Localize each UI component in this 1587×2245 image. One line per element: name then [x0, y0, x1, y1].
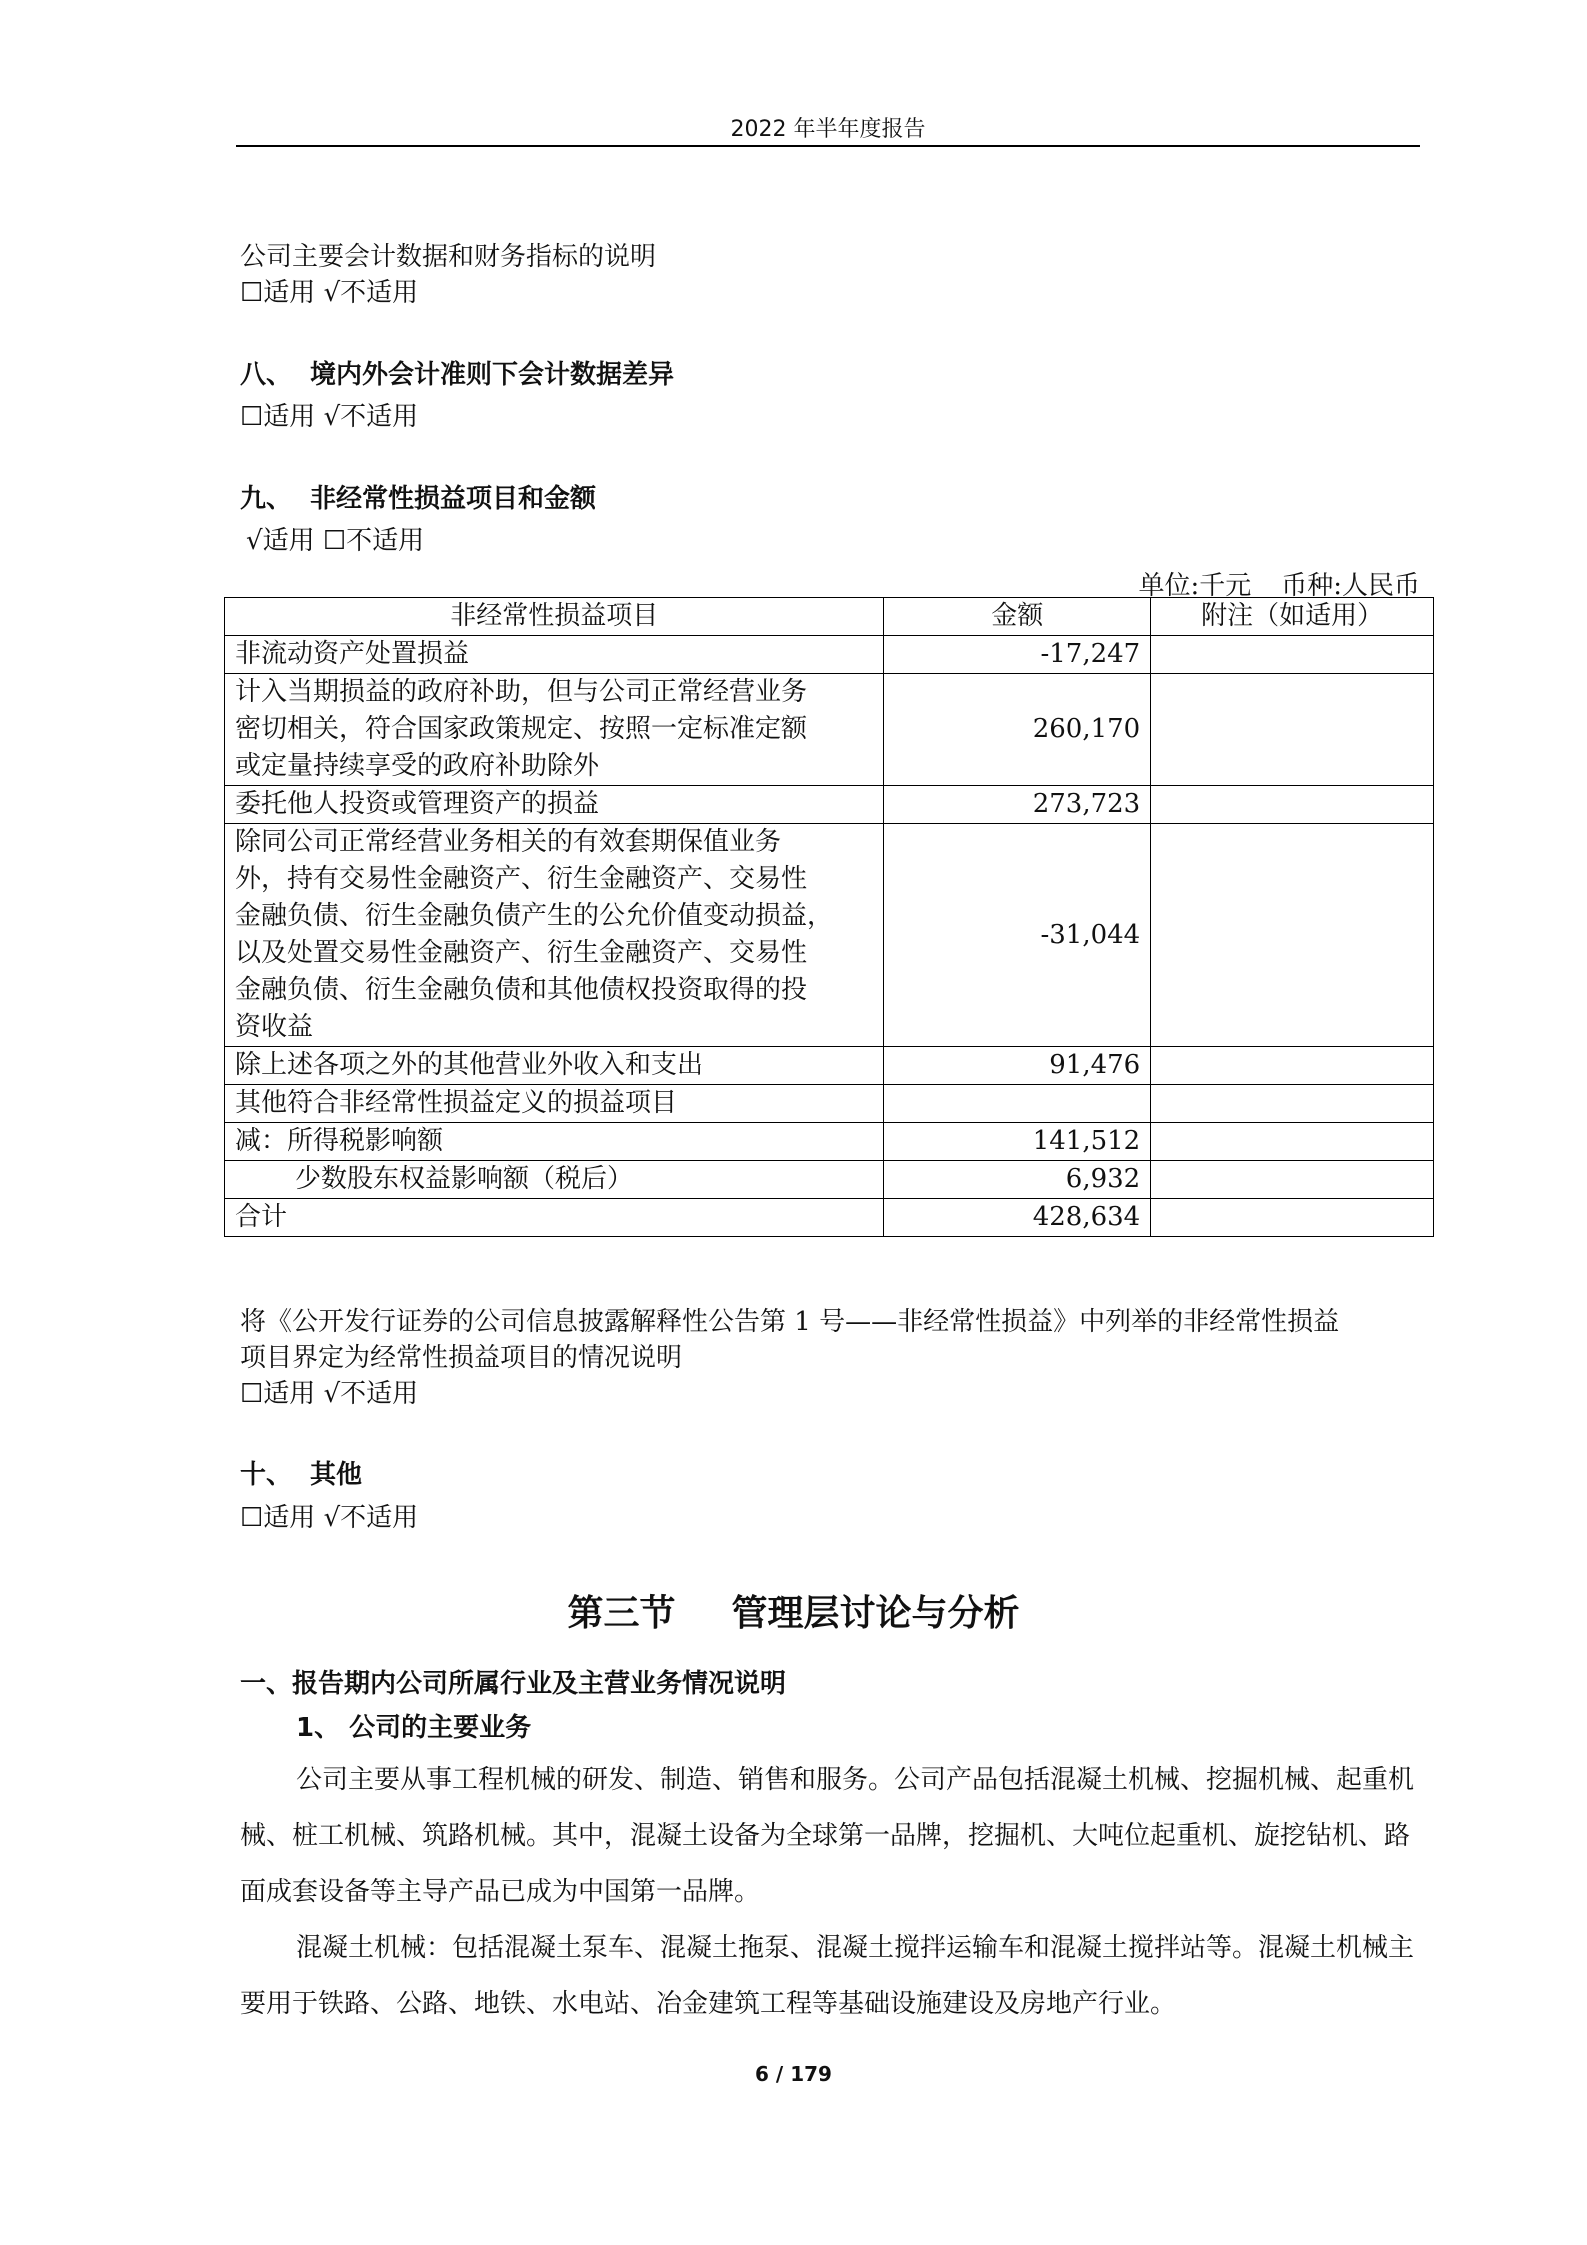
row-note — [1151, 786, 1434, 824]
section-8-checkbox: ☐适用 √不适用 — [240, 402, 419, 432]
row-item: 少数股东权益影响额（税后） — [225, 1161, 884, 1199]
section-8-number: 八、 — [240, 360, 293, 390]
table-row — [225, 1199, 1434, 1237]
block-b-line-1: 将《公开发行证券的公司信息披露解释性公告第 1 号——非经常性损益》中列举的非经常性损益 — [240, 1307, 1340, 1337]
section-9-number: 九、 — [240, 484, 293, 514]
row-note — [1151, 1161, 1434, 1199]
section-9-title: 非经常性损益项目和金额 — [310, 484, 597, 514]
section-10-checkbox: ☐适用 √不适用 — [240, 1503, 419, 1533]
row-amount: 273,723 — [884, 786, 1151, 824]
row-amount: 6,932 — [884, 1161, 1151, 1199]
section-10-heading — [240, 1458, 362, 1492]
section-8-title: 境内外会计准则下会计数据差异 — [310, 360, 675, 390]
row-item: 委托他人投资或管理资产的损益 — [225, 786, 884, 824]
section-8-heading — [240, 358, 674, 392]
header-amount: 金额 — [884, 598, 1151, 636]
row-amount: 260,170 — [884, 674, 1151, 786]
subsection-1-title: 一、报告期内公司所属行业及主营业务情况说明 — [240, 1669, 787, 1699]
row-item: 非流动资产处置损益 — [225, 636, 884, 674]
table-row — [225, 1161, 1434, 1199]
row-amount: 91,476 — [884, 1047, 1151, 1085]
chapter-part: 第三节 — [567, 1593, 676, 1634]
block-b-line-2: 项目界定为经常性损益项目的情况说明 — [240, 1343, 683, 1373]
chapter-title — [0, 1585, 1587, 1636]
table-row — [225, 1123, 1434, 1161]
row-amount: -17,247 — [884, 636, 1151, 674]
row-note — [1151, 674, 1434, 786]
section-10-number: 十、 — [240, 1460, 293, 1490]
block-a-checkbox: ☐适用 √不适用 — [240, 278, 419, 308]
non-recurring-table — [224, 597, 1434, 1237]
table-row — [225, 824, 1434, 1047]
row-amount: 141,512 — [884, 1123, 1151, 1161]
paragraph: 公司主要从事工程机械的研发、制造、销售和服务。公司产品包括混凝土机械、挖掘机械、起重机械、桩工机械、筑路机械。其中，混凝土设备为全球第一品牌，挖掘机、大吨位起重机、旋挖钻机、路面成套设备等主导产品已成为中国第一品牌。 — [240, 1765, 1415, 1907]
row-note — [1151, 824, 1434, 1047]
row-note — [1151, 1123, 1434, 1161]
row-item: 其他符合非经常性损益定义的损益项目 — [225, 1085, 884, 1123]
table-header-row — [225, 598, 1434, 636]
row-item: 除上述各项之外的其他营业外收入和支出 — [225, 1047, 884, 1085]
unit-label: 单位:千元 — [1138, 571, 1252, 601]
section-9-checkbox: √适用 ☐不适用 — [246, 526, 425, 556]
table-row — [225, 1047, 1434, 1085]
row-amount — [884, 1085, 1151, 1123]
row-item: 减：所得税影响额 — [225, 1123, 884, 1161]
block-b-checkbox: ☐适用 √不适用 — [240, 1379, 419, 1409]
row-amount: 428,634 — [884, 1199, 1151, 1237]
currency-label: 币种:人民币 — [1281, 571, 1420, 601]
header-item: 非经常性损益项目 — [225, 598, 884, 636]
table-row — [225, 674, 1434, 786]
chapter-name: 管理层讨论与分析 — [731, 1593, 1020, 1634]
section-9-heading — [240, 482, 596, 516]
row-note — [1151, 1047, 1434, 1085]
paragraph: 混凝土机械：包括混凝土泵车、混凝土拖泵、混凝土搅拌运输车和混凝土搅拌站等。混凝土机械主要用于铁路、公路、地铁、水电站、冶金建筑工程等基础设施建设及房地产行业。 — [240, 1933, 1415, 2019]
row-note — [1151, 636, 1434, 674]
row-amount: -31,044 — [884, 824, 1151, 1047]
row-item: 除同公司正常经营业务相关的有效套期保值业务 外，持有交易性金融资产、衍生金融资产、交易性 金融负债、衍生金融负债产生的公允价值变动损益， 以及处置交易性金融资产、衍生金融资产、交易性 金融负债、衍生金融负债和其他债权投资取得的投 资收益 — [225, 824, 884, 1047]
row-item: 计入当期损益的政府补助，但与公司正常经营业务 密切相关，符合国家政策规定、按照一定标准定额 或定量持续享受的政府补助除外 — [225, 674, 884, 786]
row-item: 合计 — [225, 1199, 884, 1237]
page-header: 2022 年半年度报告 — [730, 117, 926, 142]
table-row — [225, 1085, 1434, 1123]
row-note — [1151, 1085, 1434, 1123]
row-note — [1151, 1199, 1434, 1237]
table-row — [225, 786, 1434, 824]
section-10-title: 其他 — [310, 1460, 363, 1490]
page-number: 6 / 179 — [755, 2062, 832, 2086]
header-note: 附注（如适用） — [1151, 598, 1434, 636]
subsection-1-1-title: 1、 公司的主要业务 — [296, 1713, 532, 1743]
header-divider — [236, 145, 1420, 147]
block-a-title: 公司主要会计数据和财务指标的说明 — [240, 242, 657, 272]
table-row — [225, 636, 1434, 674]
